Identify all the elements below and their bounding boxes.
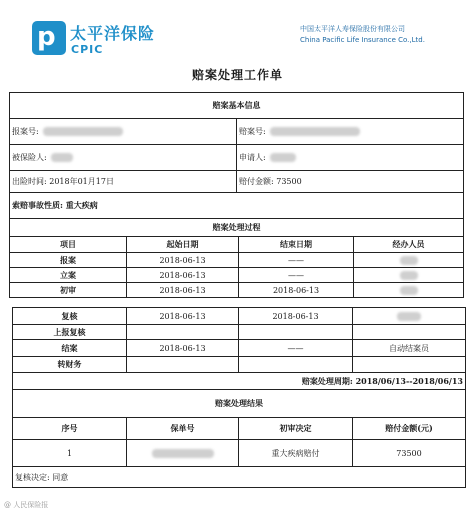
col-start-date: 起始日期 — [126, 237, 238, 252]
claim-nature: 索赔事故性质: 重大疾病 — [12, 200, 98, 210]
result-title: 赔案处理结果 — [215, 398, 263, 408]
result-seq: 1 — [66, 448, 73, 458]
basic-info-header-row — [10, 93, 463, 119]
applicant-label: 申请人: — [239, 153, 266, 162]
redacted-handler — [397, 312, 421, 321]
row-end — [238, 325, 352, 339]
redacted-handler — [400, 286, 418, 295]
row-end: —— — [238, 268, 353, 282]
row-item: 初审 — [60, 285, 76, 295]
row-end: 2018-06-13 — [238, 283, 353, 298]
row-handler: 自动结案员 — [352, 340, 465, 356]
row-item: 转财务 — [57, 359, 82, 369]
col-amount: 赔付金额(元) — [352, 418, 465, 439]
row-item: 复核 — [61, 310, 78, 321]
result-row — [13, 440, 465, 467]
claim-nature-row — [10, 193, 463, 219]
row-end: —— — [238, 340, 352, 356]
row-handler — [353, 268, 463, 282]
row-start: 2018-06-13 — [126, 268, 238, 282]
incident-date: 出险时间: 2018年01月17日 — [12, 177, 114, 186]
company-name — [300, 24, 450, 46]
report-number-cell — [10, 119, 236, 144]
logo-english-text: CPIC — [71, 43, 104, 56]
review-row — [13, 467, 465, 487]
company-name-cn: 中国太平洋人寿保险股份有限公司 — [300, 25, 405, 33]
table-row — [13, 308, 465, 325]
result-header-row — [13, 390, 465, 418]
redacted-handler — [400, 271, 418, 280]
row-item: 上报复核 — [53, 326, 86, 337]
table-row — [10, 253, 463, 268]
claim-table-top — [9, 92, 464, 298]
report-number-label: 报案号: — [12, 127, 39, 136]
date-amount-row — [10, 171, 463, 193]
table-row — [13, 325, 465, 340]
row-start — [126, 325, 238, 339]
row-handler — [353, 283, 463, 298]
row-handler — [352, 325, 465, 339]
report-row — [10, 119, 463, 145]
result-policy — [126, 440, 238, 466]
row-end: 2018-06-13 — [238, 308, 352, 324]
row-start: 2018-06-13 — [126, 283, 238, 298]
col-policy: 保单号 — [126, 418, 238, 439]
row-item: 报案 — [60, 254, 76, 265]
col-handler: 经办人员 — [353, 237, 463, 252]
cpic-logo-mark: p — [32, 21, 66, 55]
insured-row — [10, 145, 463, 171]
row-handler — [352, 357, 465, 372]
insured-cell — [10, 145, 236, 170]
redacted-claim-number — [270, 127, 360, 136]
basic-info-title: 赔案基本信息 — [212, 100, 261, 110]
process-cycle: 赔案处理周期: 2018/06/13--2018/06/13 — [301, 375, 463, 386]
row-start: 2018-06-13 — [126, 253, 238, 267]
applicant-cell — [236, 145, 463, 170]
table-row — [13, 357, 465, 373]
insured-label: 被保险人: — [12, 153, 47, 162]
document-title: 赔案处理工作单 — [191, 68, 283, 82]
result-columns-row — [13, 418, 465, 440]
cpic-logo — [32, 18, 162, 62]
process-title: 赔案处理过程 — [212, 222, 261, 232]
redacted-handler — [400, 256, 418, 265]
result-decision: 重大疾病赔付 — [238, 440, 352, 466]
watermark: @ 人民保险报 — [4, 501, 49, 509]
company-name-en: China Pacific Life Insurance Co.,Ltd. — [300, 36, 425, 44]
row-end — [238, 357, 352, 372]
table-row — [10, 283, 463, 298]
payout-amount: 赔付金额: 73500 — [236, 171, 463, 192]
claim-number-label: 赔案号: — [239, 127, 266, 136]
table-row — [13, 340, 465, 357]
row-item: 立案 — [60, 269, 76, 280]
redacted-report-number — [43, 127, 123, 136]
col-end-date: 结束日期 — [238, 237, 353, 252]
row-handler — [352, 308, 465, 324]
review-decision: 复核决定: 同意 — [15, 472, 69, 482]
row-start: 2018-06-13 — [126, 308, 238, 324]
result-amount: 73500 — [352, 440, 465, 466]
col-item: 项目 — [60, 239, 76, 249]
row-item: 结案 — [61, 342, 78, 353]
process-cycle-row — [13, 373, 465, 390]
logo-chinese-text: 太平洋保险 — [70, 24, 156, 43]
redacted-policy-number — [152, 449, 214, 458]
row-start — [126, 357, 238, 372]
row-start: 2018-06-13 — [126, 340, 238, 356]
row-handler — [353, 253, 463, 267]
claim-table-bottom — [12, 307, 466, 488]
table-row — [10, 268, 463, 283]
claim-number-cell — [236, 119, 463, 144]
col-decision: 初审决定 — [238, 418, 352, 439]
process-columns-row — [10, 237, 463, 253]
redacted-applicant-name — [270, 153, 296, 162]
col-seq: 序号 — [61, 423, 78, 433]
row-end: —— — [238, 253, 353, 267]
redacted-insured-name — [51, 153, 73, 162]
process-header-row — [10, 219, 463, 237]
